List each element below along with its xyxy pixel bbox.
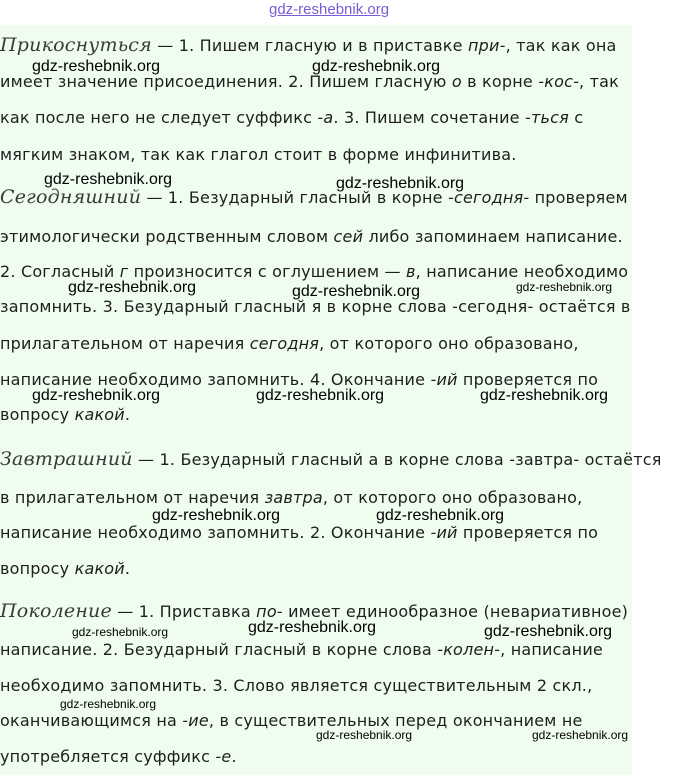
watermark: gdz-reshebnik.org [44, 171, 173, 188]
site-watermark-link[interactable]: gdz-reshebnik.org [269, 1, 390, 18]
paragraph-2-line-2: этимологически родственным словом сей либо запоминаем написание. [0, 227, 623, 246]
watermark: gdz-reshebnik.org [376, 507, 505, 524]
paragraph-2-line-3: 2. Согласный г произносится с оглушением — в, написание необходимо [0, 262, 629, 281]
paragraph-4-line-1: Поколение — 1. Приставка по- имеет единообразное (невариативное) [0, 600, 629, 622]
watermark: gdz-reshebnik.org [256, 387, 385, 404]
paragraph-4-line-2: написание. 2. Безударный гласный в корне слова -колен-, написание [0, 640, 603, 659]
watermark: gdz-reshebnik.org [68, 279, 197, 296]
watermark: gdz-reshebnik.org [480, 387, 609, 404]
paragraph-2-line-6: написание необходимо запомнить. 4. Окончание -ий проверяется по [0, 370, 599, 389]
paragraph-3-line-3: написание необходимо запомнить. 2. Окончание -ий проверяется по [0, 523, 599, 542]
term-pokolenie: Поколение [0, 600, 112, 622]
paragraph-2-line-7: вопросу какой. [0, 405, 131, 424]
watermark: gdz-reshebnik.org [248, 619, 377, 636]
watermark: gdz-reshebnik.org [316, 728, 413, 742]
watermark: gdz-reshebnik.org [152, 507, 281, 524]
paragraph-3-line-4: вопросу какой. [0, 559, 131, 578]
term-prikosnutsya: Прикоснуться [0, 34, 152, 56]
watermark: gdz-reshebnik.org [60, 697, 157, 711]
page-header [0, 0, 680, 24]
paragraph-1-line-1: Прикоснуться — 1. Пишем гласную и в приставке при-, так как она [0, 34, 617, 56]
watermark: gdz-reshebnik.org [32, 387, 161, 404]
watermark: gdz-reshebnik.org [32, 58, 161, 75]
paragraph-1-line-2: имеет значение присоединения. 2. Пишем гласную о в корне -кос-, так [0, 72, 620, 91]
paragraph-3-line-1: Завтрашний — 1. Безударный гласный а в корне слова -завтра- остаётся [0, 448, 662, 470]
term-segodnyashniy: Сегодняшний [0, 186, 142, 208]
paragraph-4-line-3: необходимо запомнить. 3. Слово является существительным 2 скл., [0, 676, 593, 695]
paragraph-2-line-1: Сегодняшний — 1. Безударный гласный в корне -сегодня- проверяем [0, 186, 628, 208]
watermark: gdz-reshebnik.org [312, 58, 441, 75]
watermark: gdz-reshebnik.org [484, 623, 613, 640]
paragraph-1-line-4: мягким знаком, так как глагол стоит в форме инфинитива. [0, 145, 517, 164]
paragraph-4-line-5: употребляется суффикс -е. [0, 747, 237, 766]
paragraph-2-line-5: прилагательном от наречия сегодня, от которого оно образовано, [0, 334, 579, 353]
paragraph-1-line-3: как после него не следует суффикс -а. 3. Пишем сочетание -ться с [0, 108, 584, 127]
paragraph-2-line-4: запомнить. 3. Безударный гласный я в корне слова -сегодня- остаётся в [0, 297, 631, 316]
watermark: gdz-reshebnik.org [72, 625, 169, 639]
watermark: gdz-reshebnik.org [516, 280, 613, 294]
watermark: gdz-reshebnik.org [532, 728, 629, 742]
paragraph-4-line-4: оканчивающимся на -ие, в существительных перед окончанием не [0, 711, 583, 730]
watermark: gdz-reshebnik.org [336, 175, 465, 192]
paragraph-3-line-2: в прилагательном от наречия завтра, от которого оно образовано, [0, 488, 583, 507]
term-zavtrashniy: Завтрашний [0, 448, 133, 470]
watermark: gdz-reshebnik.org [292, 283, 421, 300]
